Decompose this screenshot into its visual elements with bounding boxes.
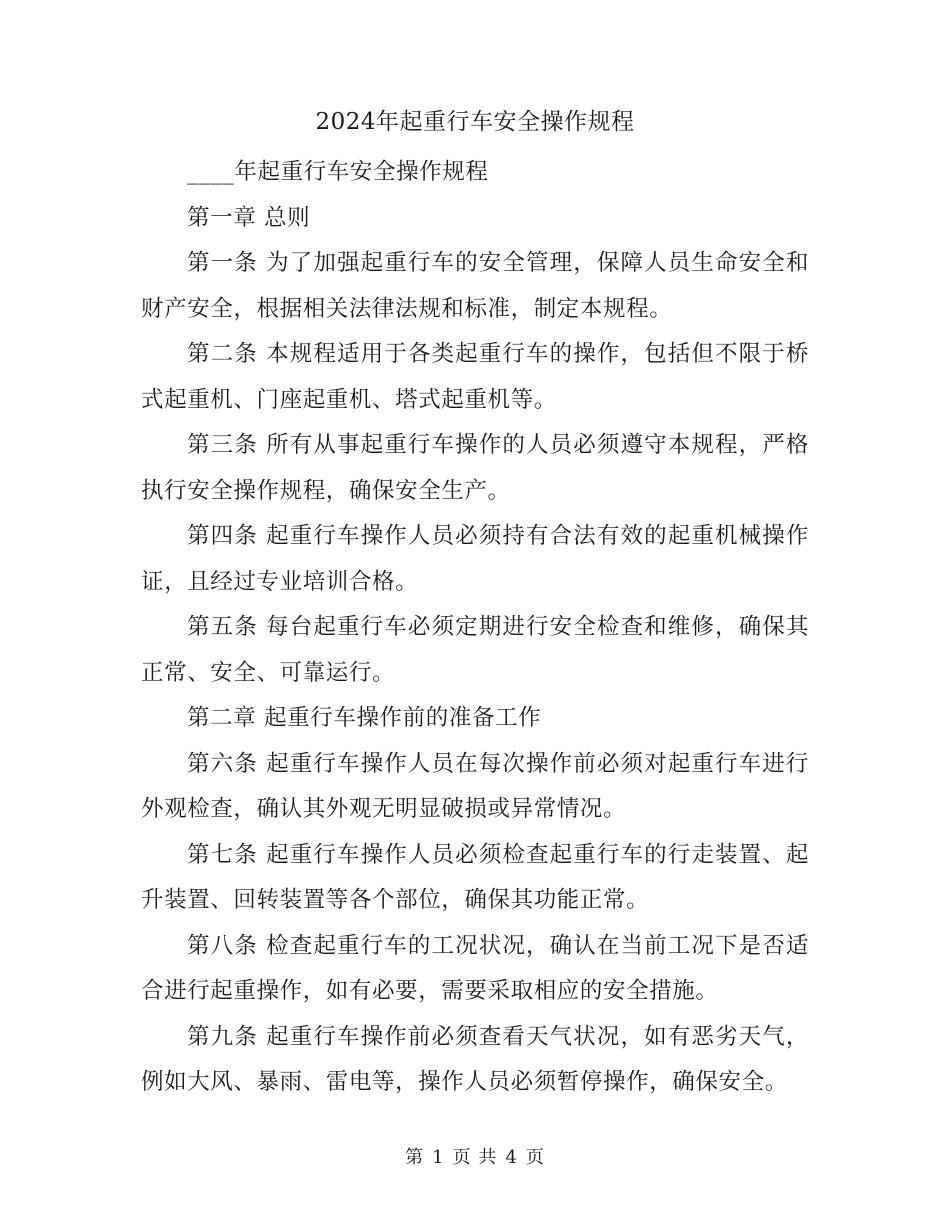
- article-9: 第九条 起重行车操作前必须查看天气状况，如有恶劣天气，例如大风、暴雨、雷电等，操作人员必须暂停操作，确保安全。: [141, 1023, 809, 1095]
- current-page-number: 1: [432, 1147, 445, 1168]
- chapter-heading-1: 第一章 总则: [187, 204, 311, 231]
- article-4: 第四条 起重行车操作人员必须持有合法有效的起重机械操作证，且经过专业培训合格。: [141, 523, 809, 595]
- paragraph-subtitle: ____年起重行车安全操作规程: [187, 159, 489, 185]
- page-label-suffix: 页: [525, 1147, 545, 1168]
- article-5: 第五条 每台起重行车必须定期进行安全检查和维修，确保其正常、安全、可靠运行。: [141, 614, 809, 686]
- article-1: 第一条 为了加强起重行车的安全管理，保障人员生命安全和财产安全，根据相关法律法规和标准，制定本规程。: [141, 250, 809, 322]
- article-2: 第二条 本规程适用于各类起重行车的操作，包括但不限于桥式起重机、门座起重机、塔式起重机等。: [141, 341, 809, 413]
- article-8: 第八条 检查起重行车的工况状况，确认在当前工况下是否适合进行起重操作，如有必要，需要采取相应的安全措施。: [141, 932, 809, 1004]
- page-footer: [0, 1144, 950, 1172]
- total-pages-number: 4: [505, 1147, 518, 1168]
- article-7: 第七条 起重行车操作人员必须检查起重行车的行走装置、起升装置、回转装置等各个部位，确保其功能正常。: [141, 841, 809, 913]
- article-3: 第三条 所有从事起重行车操作的人员必须遵守本规程，严格执行安全操作规程，确保安全生产。: [141, 432, 809, 504]
- document-body: [141, 150, 809, 1106]
- chapter-heading-2: 第二章 起重行车操作前的准备工作: [187, 705, 542, 731]
- page-label-mid: 页 共: [452, 1147, 498, 1168]
- article-6: 第六条 起重行车操作人员在每次操作前必须对起重行车进行外观检查，确认其外观无明显破损或异常情况。: [141, 750, 809, 822]
- document-title: 2024年起重行车安全操作规程: [315, 109, 635, 135]
- page-label-prefix: 第: [405, 1147, 425, 1168]
